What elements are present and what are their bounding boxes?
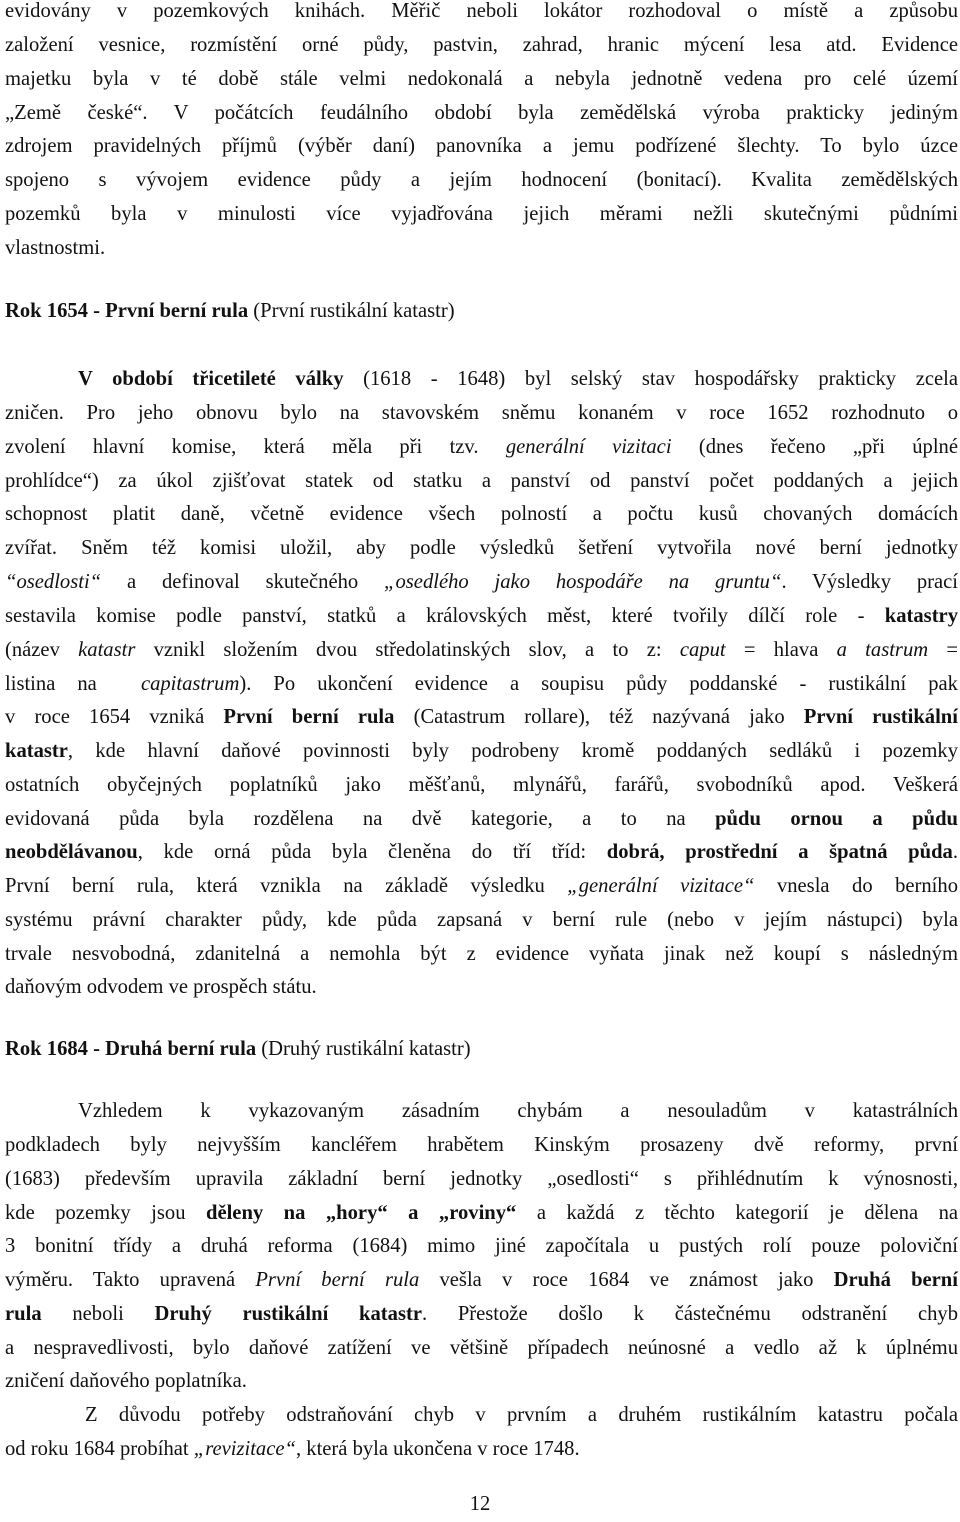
- text-line: zvířat. Sněm též komisi uložil, aby podle výsledků šetření vytvořila nové berní jednotky: [5, 537, 958, 559]
- text-line: v roce 1654 vzniká První berní rula (Catastrum rollare), též nazývaná jako První rustikální: [5, 706, 958, 728]
- text-line: ostatních obyčejných poplatníků jako měšťanů, mlynářů, farářů, svobodníků apod. Veškerá: [5, 774, 958, 796]
- text-line: katastr, kde hlavní daňové povinnosti byly podrobeny kromě poddaných sedláků i pozemky: [5, 740, 958, 762]
- text-line: neobdělávanou, kde orná půda byla členěna do tří tříd: dobrá, prostřední a špatná půda.: [5, 841, 958, 863]
- text-line: zvolení hlavní komise, která měla při tzv. generální vizitaci (dnes řečeno „při úplné: [5, 436, 958, 458]
- section-heading-1684: Rok 1684 - Druhá berní rula (Druhý rustikální katastr): [5, 1038, 471, 1060]
- section-heading-1654: Rok 1654 - První berní rula (První rustikální katastr): [5, 300, 455, 322]
- text-line: „Země české“. V počátcích feudálního období byla zemědělská výroba prakticky jediným: [5, 102, 958, 124]
- text-line: rula neboli Druhý rustikální katastr. Přestože došlo k částečnému odstranění chyb: [5, 1303, 959, 1325]
- text-line: vlastnostmi.: [5, 237, 106, 259]
- text-line: trvale nesvobodná, zdanitelná a nemohla být z evidence vyňata jinak než koupí s následným: [5, 943, 958, 965]
- text-line: evidovaná půda byla rozdělena na dvě kategorie, a to na půdu ornou a půdu: [5, 808, 958, 830]
- text-line: sestavila komise podle panství, statků a královských měst, které tvořily dílčí role - katastry: [5, 605, 958, 627]
- text-line: zdrojem pravidelných příjmů (výběr daní) panovníka a jemu podřízené šlechty. To bylo úzce: [5, 135, 958, 157]
- text-line: “osedlosti“ a definoval skutečného „osedlého jako hospodáře na gruntu“. Výsledky prací: [5, 571, 958, 593]
- text-line: prohlídce“) za úkol zjišťovat statek od statku a panství od panství počet poddaných a jejich: [5, 470, 958, 492]
- text-line: (název katastr vznikl složením dvou středolatinských slov, a to z: caput = hlava a tastrum =: [5, 639, 958, 661]
- text-line: První berní rula, která vznikla na základě výsledku „generální vizitace“ vnesla do berního: [5, 875, 958, 897]
- text-line: kde pozemky jsou děleny na „hory“ a „roviny“ a každá z těchto kategorií je dělena na: [5, 1202, 958, 1224]
- text-line: zničen. Pro jeho obnovu bylo na stavovském sněmu konaném v roce 1652 rozhodnuto o: [5, 402, 958, 424]
- text-line: spojeno s vývojem evidence půdy a jejím hodnocení (bonitací). Kvalita zemědělských: [5, 169, 958, 191]
- page-number: 12: [469, 1493, 491, 1515]
- text-line: Z důvodu potřeby odstraňování chyb v prvním a druhém rustikálním katastru počala: [85, 1404, 958, 1426]
- text-line: systému právní charakter půdy, kde půda zapsaná v berní rule (nebo v jejím nástupci) byla: [5, 909, 958, 931]
- text-line: evidovány v pozemkových knihách. Měřič neboli lokátor rozhodoval o místě a způsobu: [5, 0, 958, 22]
- text-line: (1683) především upravila základní berní jednotky „osedlosti“ s přihlédnutím k výnosnosti,: [5, 1168, 958, 1190]
- text-line: Vzhledem k vykazovaným zásadním chybám a nesouladům v katastrálních: [78, 1100, 958, 1122]
- text-line: výměru. Takto upravená První berní rula vešla v roce 1684 ve známost jako Druhá berní: [5, 1269, 958, 1291]
- text-line: daňovým odvodem ve prospěch státu.: [5, 976, 317, 998]
- text-line: pozemků byla v minulosti více vyjadřována jejich měrami nežli skutečnými půdními: [5, 203, 958, 225]
- text-line: podkladech byly nejvyšším kancléřem hrabětem Kinským prosazeny dvě reformy, první: [5, 1134, 958, 1156]
- text-line: majetku byla v té době stále velmi nedokonalá a nebyla jednotně vedena pro celé území: [5, 68, 958, 90]
- text-line: zničení daňového poplatníka.: [5, 1370, 247, 1392]
- text-line: schopnost platit daně, včetně evidence všech polností a počtu kusů chovaných domácích: [5, 503, 958, 525]
- text-line: a nespravedlivosti, bylo daňové zatížení ve většině případech neúnosné a vedlo až k úplnému: [5, 1337, 958, 1359]
- text-line: založení vesnice, rozmístění orné půdy, pastvin, zahrad, hranic mýcení lesa atd. Evidence: [5, 34, 958, 56]
- text-line: 3 bonitní třídy a druhá reforma (1684) mimo jiné započítala u pustých rolí pouze poloviční: [5, 1235, 958, 1257]
- text-line: V období třicetileté války (1618 - 1648) byl selský stav hospodářsky prakticky zcela: [78, 368, 958, 390]
- text-line: listina na capitastrum). Po ukončení evidence a soupisu půdy poddanské - rustikální pak: [5, 673, 958, 695]
- text-line: od roku 1684 probíhat „revizitace“, která byla ukončena v roce 1748.: [5, 1438, 580, 1460]
